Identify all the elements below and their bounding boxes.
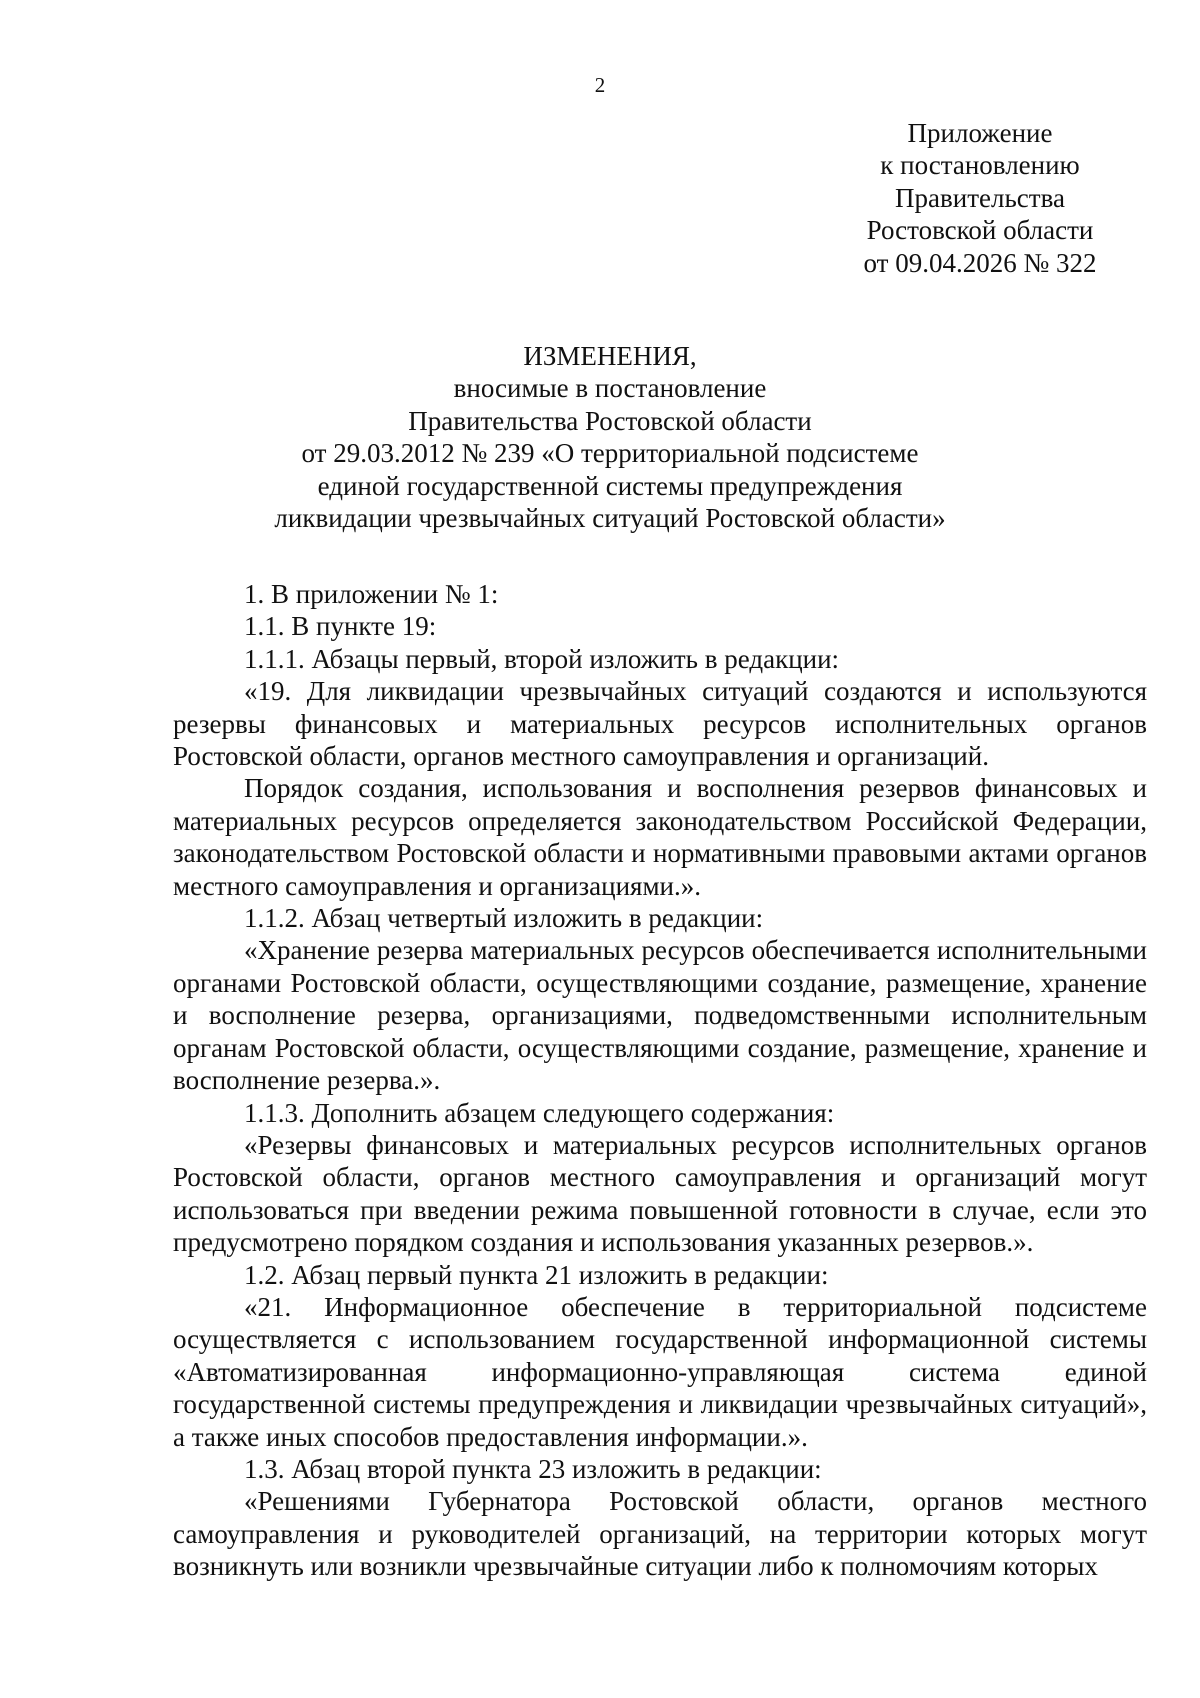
title-line: вносимые в постановление: [453, 373, 767, 404]
body-paragraph: 1.3. Абзац второй пункта 23 изложить в редакции:: [244, 1453, 822, 1484]
body-paragraph: «Решениями Губернатора Ростовской области, органов местного самоуправления и руководителей организаций, на территории которых могут возникнуть или возникли чрезвычайные ситуации либо к полномочиям которых: [173, 1486, 1147, 1582]
body-paragraph: 1. В приложении № 1:: [244, 579, 499, 609]
title-line: ликвидации чрезвычайных ситуаций Ростовской области»: [274, 503, 946, 534]
body-paragraph: «21. Информационное обеспечение в территориальной подсистеме осуществляется с использованием государственной информационной системы «Автоматизированная информационно-управляющая система единой государственной системы предупреждения и ликвидации чрезвычайных ситуаций», а также иных способов предоставления информации.».: [173, 1291, 1147, 1452]
body-paragraph: Порядок создания, использования и восполнения резервов финансовых и материальных ресурсов определяется законодательством Российской Федерации, законодательством Ростовской области и нормативными правовыми актами органов местного самоуправления и организациями.».: [173, 773, 1147, 901]
title-line: от 29.03.2012 № 239 «О территориальной подсистеме: [301, 438, 919, 469]
title-line: Правительства Ростовской области: [408, 405, 812, 436]
appendix-reference-block: [820, 117, 1140, 279]
page-number: 2: [594, 73, 606, 97]
body-paragraph: «19. Для ликвидации чрезвычайных ситуаций создаются и используются резервы финансовых и материальных ресурсов исполнительных органов Ростовской области, органов местного самоуправления и организаций.: [173, 676, 1147, 772]
body-paragraph: 1.1. В пункте 19:: [244, 611, 437, 642]
document-title-block: [150, 340, 1070, 534]
body-paragraph: 1.1.2. Абзац четвертый изложить в редакции:: [244, 903, 764, 934]
appendix-line: к постановлению: [880, 150, 1080, 181]
body-paragraph: «Хранение резерва материальных ресурсов обеспечивается исполнительными органами Ростовской области, осуществляющими создание, размещение, хранение и восполнение резерва, организациями, подведомственными исполнительным органам Ростовской области, осуществляющими создание, размещение, хранение и восполнение резерва.».: [173, 935, 1147, 1096]
body-paragraph: «Резервы финансовых и материальных ресурсов исполнительных органов Ростовской области, органов местного самоуправления и организаций могут использоваться при введении режима повышенной готовности в случае, если это предусмотрено порядком создания и использования указанных резервов.».: [173, 1129, 1147, 1258]
appendix-line: Ростовской области: [866, 215, 1094, 246]
appendix-date-number: от 09.04.2026 № 322: [863, 247, 1097, 278]
appendix-line: Правительства: [895, 182, 1065, 213]
title-line: единой государственной системы предупреждения: [317, 470, 903, 501]
body-paragraph: 1.1.1. Абзацы первый, второй изложить в редакции:: [244, 643, 840, 674]
body-paragraph: 1.1.3. Дополнить абзацем следующего содержания:: [244, 1097, 835, 1128]
document-heading: ИЗМЕНЕНИЯ,: [523, 341, 697, 371]
body-paragraph: 1.2. Абзац первый пункта 21 изложить в редакции:: [244, 1259, 829, 1290]
document-body: [173, 578, 1147, 1583]
appendix-line: Приложение: [907, 118, 1053, 148]
